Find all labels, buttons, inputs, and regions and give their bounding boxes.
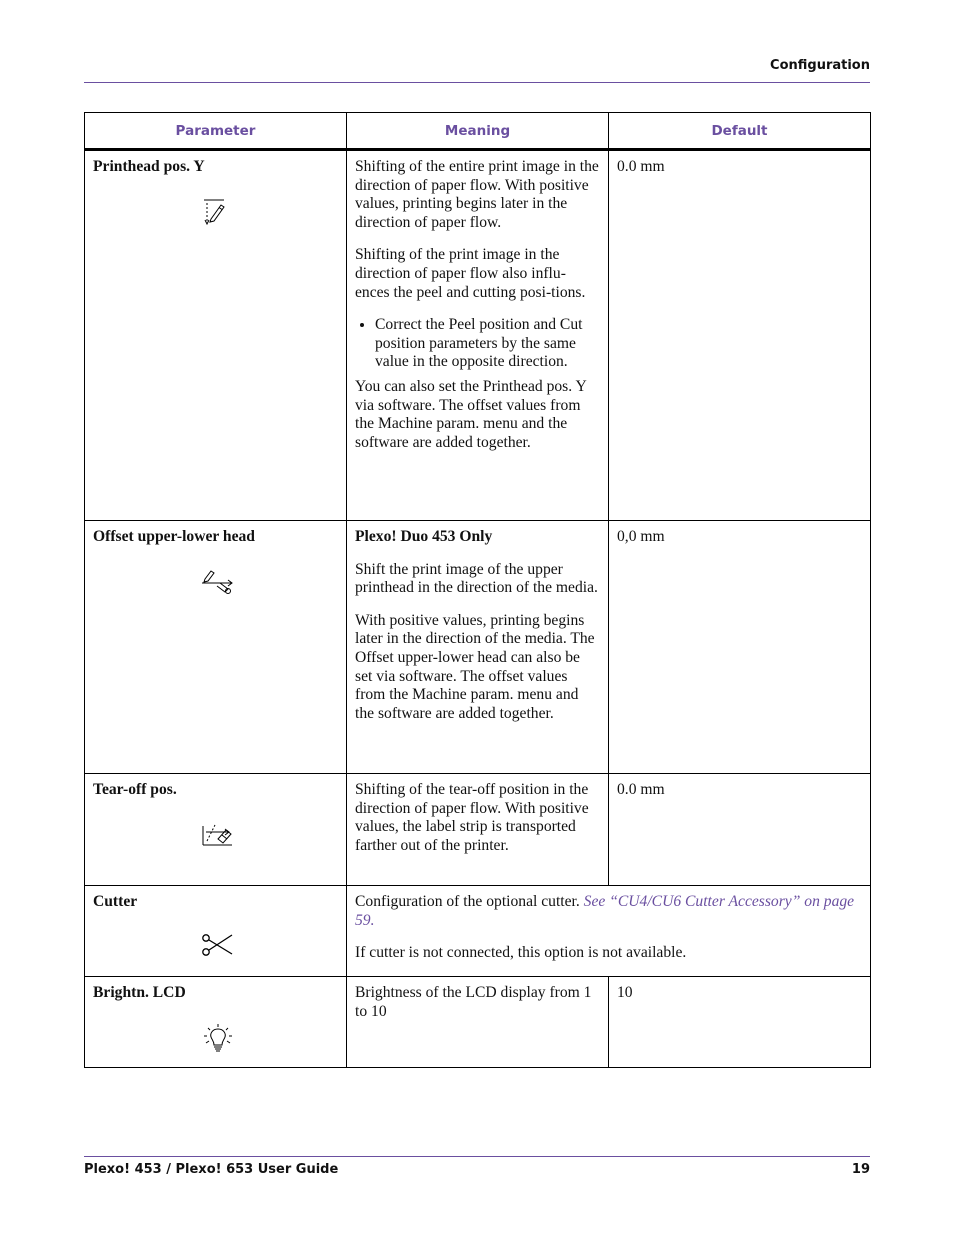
printhead-position-icon [201, 197, 241, 227]
table-row [85, 886, 871, 977]
header-rule [84, 82, 870, 83]
meaning-cell [347, 774, 609, 886]
meaning-text: Shifting of the entire print image in the direction of paper flow. With positive values, printing begins later in the direction of paper flow. [355, 158, 599, 231]
parameter-cell [85, 150, 347, 521]
meaning-text: If cutter is not connected, this option is not available. [355, 944, 687, 962]
parameter-name: Cutter [93, 893, 138, 910]
column-header-parameter: Parameter [85, 113, 347, 150]
meaning-text: Shifting of the tear-off position in the direction of paper flow. With positive values, the label strip is transported farther out of the printer. [355, 781, 589, 854]
default-cell: 0.0 mm [609, 774, 871, 886]
meaning-text: Brightness of the LCD display from 1 to 10 [355, 984, 592, 1020]
meaning-text [355, 893, 862, 930]
meaning-text: Shifting of the print image in the direction of paper flow also influ-ences the peel and cutting posi-tions. [355, 246, 586, 301]
meaning-cell [347, 886, 871, 977]
footer-guide-title: Plexo! 453 / Plexo! 653 User Guide [84, 1162, 339, 1177]
tear-off-icon [201, 820, 241, 848]
table-row [85, 521, 871, 774]
bullet-list [355, 316, 600, 372]
meaning-cell [347, 977, 609, 1068]
running-head: Configuration [770, 58, 870, 73]
cross-reference-link[interactable]: See “CU4/CU6 Cutter Accessory” on page 59. [355, 893, 855, 929]
column-header-meaning: Meaning [347, 113, 609, 150]
meaning-cell [347, 150, 609, 521]
table-row [85, 977, 871, 1068]
meaning-text: Shift the print image of the upper printhead in the direction of the media. [355, 560, 598, 597]
parameter-name: Tear-off pos. [93, 781, 177, 798]
default-cell: 0.0 mm [609, 150, 871, 521]
table-row [85, 150, 871, 521]
offset-heads-icon [201, 567, 241, 595]
parameter-cell [85, 521, 347, 774]
parameter-name: Printhead pos. Y [93, 158, 205, 175]
parameter-name: Brightn. LCD [93, 984, 186, 1001]
parameter-cell [85, 886, 347, 977]
scissors-icon [201, 932, 241, 958]
default-cell: 10 [609, 977, 871, 1068]
meaning-text: With positive values, printing begins later in the direction of the media. The Offset upper-lower head can also be set via software. The offset values from the Machine param. menu and the software are added together. [355, 611, 595, 722]
table-row [85, 774, 871, 886]
list-item: • Correct the Peel position and Cut position parameters by the same value in the opposite direction. [375, 316, 600, 372]
meaning-heading: Plexo! Duo 453 Only [355, 528, 493, 545]
meaning-text: You can also set the Printhead pos. Y via software. The offset values from the Machine param. menu and the software are added together. [355, 377, 587, 451]
parameter-cell [85, 774, 347, 886]
meaning-cell [347, 521, 609, 774]
column-header-default: Default [609, 113, 871, 150]
table-header-row [85, 113, 871, 150]
default-cell: 0,0 mm [609, 521, 871, 774]
footer-rule [84, 1156, 870, 1157]
parameter-cell [85, 977, 347, 1068]
page-number: 19 [851, 1162, 870, 1177]
lightbulb-icon [201, 1023, 241, 1055]
parameter-table [84, 112, 871, 1068]
meaning-text: Configuration of the optional cutter. [355, 893, 580, 910]
parameter-name: Offset upper-lower head [93, 528, 255, 545]
